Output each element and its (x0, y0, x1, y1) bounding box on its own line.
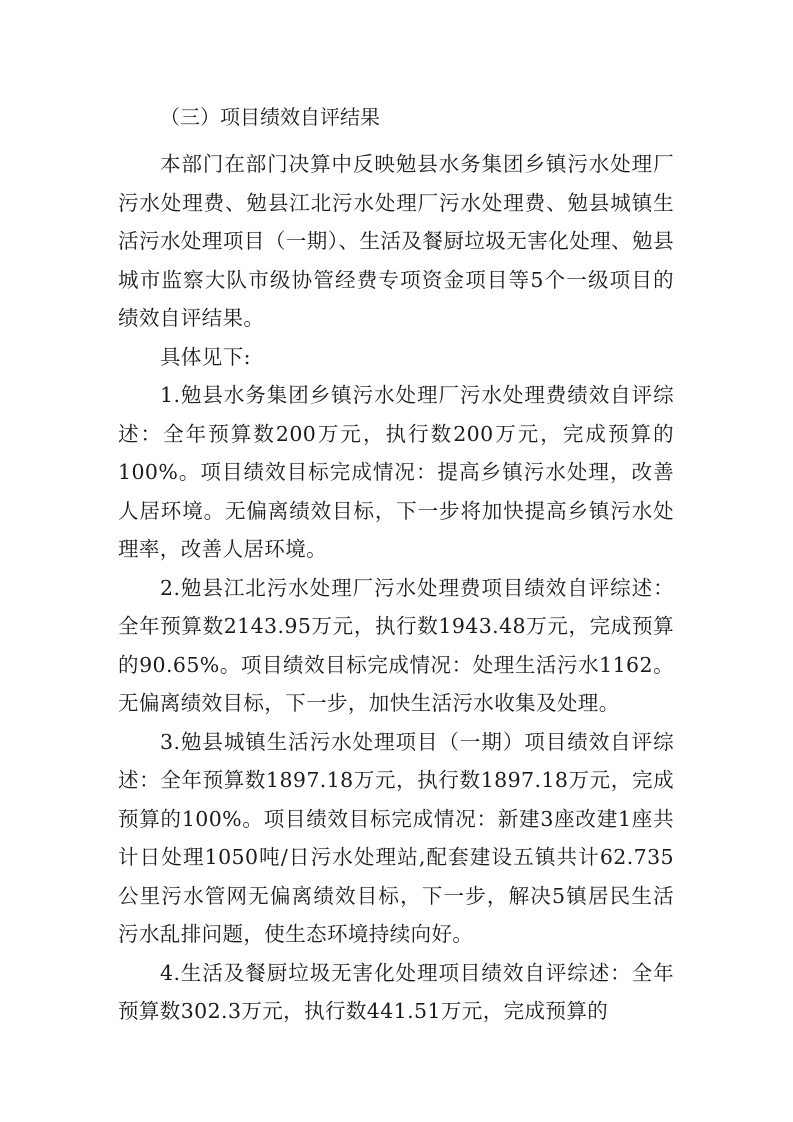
paragraph-item-1: 1.勉县水务集团乡镇污水处理厂污水处理费绩效自评综述：全年预算数200万元，执行数200万元，完成预算的100%。项目绩效目标完成情况：提高乡镇污水处理，改善人居环境。无偏离绩效目标，下一步将加快提高乡镇污水处理率，改善人居环境。 (118, 383, 674, 561)
paragraph-item-3: 3.勉县城镇生活污水处理项目（一期）项目绩效自评综述：全年预算数1897.18万元，执行数1897.18万元，完成预算的100%。项目绩效目标完成情况：新建3座改建1座共计日处理1050吨/日污水处理站,配套建设五镇共计62.735公里污水管网无偏离绩效目标，下一步，解决5镇居民生活污水乱排问题，使生态环境持续向好。 (118, 729, 674, 946)
paragraph-item-2: 2.勉县江北污水处理厂污水处理费项目绩效自评综述：全年预算数2143.95万元，执行数1943.48万元，完成预算的90.65%。项目绩效目标完成情况：处理生活污水1162。无偏离绩效目标，下一步，加快生活污水收集及处理。 (118, 575, 674, 715)
paragraph-details-lead: 具体见下: (160, 344, 251, 369)
document-body (118, 94, 674, 1031)
paragraph-intro: 本部门在部门决算中反映勉县水务集团乡镇污水处理厂污水处理费、勉县江北污水处理厂污水处理费、勉县城镇生活污水处理项目（一期）、生活及餐厨垃圾无害化处理、勉县城市监察大队市级协管经费专项资金项目等5个一级项目的绩效自评结果。 (118, 152, 674, 330)
section-heading: （三）项目绩效自评结果 (160, 105, 380, 129)
paragraph-item-4: 4.生活及餐厨垃圾无害化处理项目绩效自评综述：全年预算数302.3万元，执行数441.51万元，完成预算的 (118, 960, 674, 1023)
